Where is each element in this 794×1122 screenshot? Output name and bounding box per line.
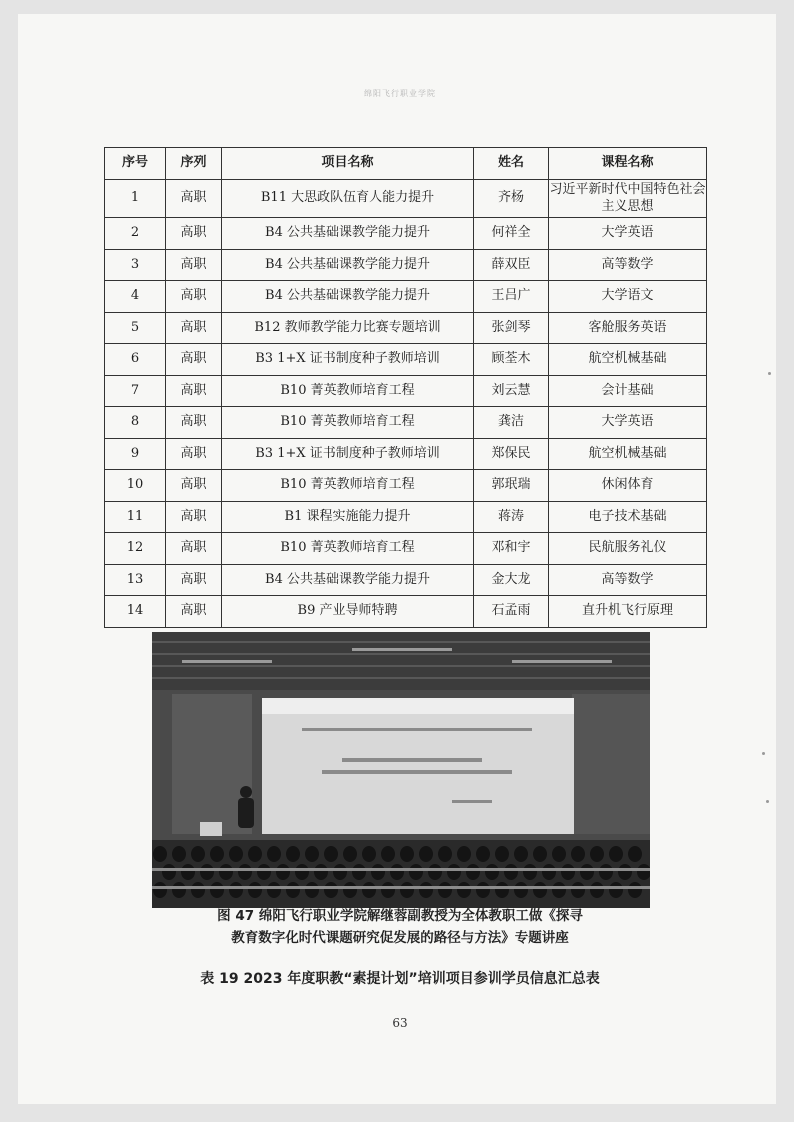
project-name-cell: B10 菁英教师培育工程 xyxy=(222,407,474,439)
header-cell: 项目名称 xyxy=(222,148,474,180)
course-name-cell: 大学英语 xyxy=(549,218,707,250)
category-cell: 高职 xyxy=(166,470,222,502)
audience-head xyxy=(305,846,319,862)
audience-head xyxy=(362,846,376,862)
audience-head xyxy=(495,882,509,898)
category-cell: 高职 xyxy=(166,438,222,470)
project-name-cell: B10 菁英教师培育工程 xyxy=(222,375,474,407)
audience-head xyxy=(476,846,490,862)
table-row xyxy=(105,249,707,281)
category-cell: 高职 xyxy=(166,344,222,376)
table-row xyxy=(105,501,707,533)
audience-head xyxy=(248,882,262,898)
table-row xyxy=(105,281,707,313)
audience-head xyxy=(210,846,224,862)
project-name-cell: B3 1+X 证书制度种子教师培训 xyxy=(222,344,474,376)
project-name-cell: B1 课程实施能力提升 xyxy=(222,501,474,533)
course-name-cell: 会计基础 xyxy=(549,375,707,407)
audience-head xyxy=(314,864,328,880)
project-name-cell: B12 教师教学能力比赛专题培训 xyxy=(222,312,474,344)
audience-head xyxy=(552,882,566,898)
audience-head xyxy=(580,864,594,880)
course-name-cell: 电子技术基础 xyxy=(549,501,707,533)
trainee-name-cell: 金大龙 xyxy=(474,564,549,596)
course-name-cell: 高等数学 xyxy=(549,564,707,596)
audience-head xyxy=(485,864,499,880)
trainee-name-cell: 何祥全 xyxy=(474,218,549,250)
table-row xyxy=(105,375,707,407)
audience-head xyxy=(333,864,347,880)
header-cell: 序列 xyxy=(166,148,222,180)
audience-head xyxy=(609,882,623,898)
audience-head xyxy=(609,846,623,862)
table-row xyxy=(105,344,707,376)
course-name-cell: 客舱服务英语 xyxy=(549,312,707,344)
audience-head xyxy=(571,846,585,862)
audience-head xyxy=(276,864,290,880)
scan-speck xyxy=(762,752,765,755)
audience-head xyxy=(590,846,604,862)
row-index-cell: 3 xyxy=(105,249,166,281)
trainee-name-cell: 薛双臣 xyxy=(474,249,549,281)
course-name-cell: 习近平新时代中国特色社会主义思想 xyxy=(549,180,707,218)
audience-head xyxy=(476,882,490,898)
category-cell: 高职 xyxy=(166,407,222,439)
audience-head xyxy=(352,864,366,880)
audience-head xyxy=(181,864,195,880)
row-index-cell: 2 xyxy=(105,218,166,250)
caption-line: 图 47 绵阳飞行职业学院解继蓉副教授为全体教职工做《探寻 xyxy=(217,908,583,924)
category-cell: 高职 xyxy=(166,281,222,313)
category-cell: 高职 xyxy=(166,564,222,596)
audience-head xyxy=(628,846,642,862)
audience-head xyxy=(200,864,214,880)
project-name-cell: B3 1+X 证书制度种子教师培训 xyxy=(222,438,474,470)
table-row xyxy=(105,218,707,250)
trainee-name-cell: 蒋涛 xyxy=(474,501,549,533)
project-name-cell: B4 公共基础课教学能力提升 xyxy=(222,564,474,596)
trainee-table xyxy=(104,147,707,628)
audience-head xyxy=(438,882,452,898)
audience-head xyxy=(419,846,433,862)
row-index-cell: 11 xyxy=(105,501,166,533)
category-cell: 高职 xyxy=(166,218,222,250)
audience-head xyxy=(362,882,376,898)
figure-caption xyxy=(150,905,650,949)
trainee-name-cell: 刘云慧 xyxy=(474,375,549,407)
audience-head xyxy=(172,846,186,862)
project-name-cell: B9 产业导师特聘 xyxy=(222,596,474,628)
audience-head xyxy=(286,882,300,898)
audience-head xyxy=(191,882,205,898)
project-name-cell: B4 公共基础课教学能力提升 xyxy=(222,281,474,313)
audience-head xyxy=(343,846,357,862)
audience-head xyxy=(219,864,233,880)
audience-head xyxy=(390,864,404,880)
running-header: 绵阳飞行职业学院 xyxy=(364,89,436,98)
audience-head xyxy=(561,864,575,880)
project-name-cell: B10 菁英教师培育工程 xyxy=(222,533,474,565)
trainee-name-cell: 齐杨 xyxy=(474,180,549,218)
table-row xyxy=(105,312,707,344)
project-name-cell: B11 大思政队伍育人能力提升 xyxy=(222,180,474,218)
audience-head xyxy=(238,864,252,880)
table-row xyxy=(105,564,707,596)
audience-head xyxy=(514,882,528,898)
course-name-cell: 高等数学 xyxy=(549,249,707,281)
header-cell: 课程名称 xyxy=(549,148,707,180)
course-name-cell: 大学语文 xyxy=(549,281,707,313)
audience-head xyxy=(210,882,224,898)
category-cell: 高职 xyxy=(166,312,222,344)
audience-head xyxy=(400,846,414,862)
audience-head xyxy=(371,864,385,880)
project-name-cell: B4 公共基础课教学能力提升 xyxy=(222,218,474,250)
row-index-cell: 4 xyxy=(105,281,166,313)
row-index-cell: 14 xyxy=(105,596,166,628)
trainee-name-cell: 龚洁 xyxy=(474,407,549,439)
category-cell: 高职 xyxy=(166,501,222,533)
trainee-name-cell: 石孟雨 xyxy=(474,596,549,628)
audience-head xyxy=(295,864,309,880)
audience-head xyxy=(172,882,186,898)
table-row xyxy=(105,470,707,502)
audience-head xyxy=(229,882,243,898)
audience-head xyxy=(523,864,537,880)
course-name-cell: 休闲体育 xyxy=(549,470,707,502)
table-row xyxy=(105,533,707,565)
course-name-cell: 大学英语 xyxy=(549,407,707,439)
audience-head xyxy=(381,882,395,898)
category-cell: 高职 xyxy=(166,180,222,218)
audience-head xyxy=(542,864,556,880)
course-name-cell: 民航服务礼仪 xyxy=(549,533,707,565)
category-cell: 高职 xyxy=(166,375,222,407)
audience-head xyxy=(324,846,338,862)
category-cell: 高职 xyxy=(166,249,222,281)
audience-head xyxy=(257,864,271,880)
row-index-cell: 9 xyxy=(105,438,166,470)
table-title: 表 19 2023 年度职教“素提计划”培训项目参训学员信息汇总表 xyxy=(200,971,600,987)
page-number: 63 xyxy=(392,1016,408,1030)
scan-speck xyxy=(766,800,769,803)
audience-head xyxy=(457,846,471,862)
audience-head xyxy=(533,882,547,898)
audience-head xyxy=(571,882,585,898)
header-cell: 姓名 xyxy=(474,148,549,180)
audience-head xyxy=(343,882,357,898)
audience-head xyxy=(552,846,566,862)
lecture-photo xyxy=(152,632,650,908)
course-name-cell: 航空机械基础 xyxy=(549,438,707,470)
table-row xyxy=(105,438,707,470)
row-index-cell: 12 xyxy=(105,533,166,565)
audience-head xyxy=(400,882,414,898)
category-cell: 高职 xyxy=(166,533,222,565)
audience-head xyxy=(495,846,509,862)
row-index-cell: 7 xyxy=(105,375,166,407)
audience-head xyxy=(447,864,461,880)
trainee-name-cell: 郑保民 xyxy=(474,438,549,470)
audience-head xyxy=(409,864,423,880)
row-index-cell: 13 xyxy=(105,564,166,596)
row-index-cell: 6 xyxy=(105,344,166,376)
audience-head xyxy=(599,864,613,880)
audience-head xyxy=(428,864,442,880)
row-index-cell: 1 xyxy=(105,180,166,218)
row-index-cell: 8 xyxy=(105,407,166,439)
audience-head xyxy=(419,882,433,898)
row-index-cell: 5 xyxy=(105,312,166,344)
audience-head xyxy=(466,864,480,880)
audience-head xyxy=(504,864,518,880)
audience-head xyxy=(248,846,262,862)
audience-head xyxy=(267,846,281,862)
audience-head xyxy=(590,882,604,898)
trainee-name-cell: 顾荃木 xyxy=(474,344,549,376)
trainee-name-cell: 邓和宇 xyxy=(474,533,549,565)
trainee-name-cell: 张剑琴 xyxy=(474,312,549,344)
audience-head xyxy=(514,846,528,862)
table-header-row xyxy=(105,148,707,180)
audience-head xyxy=(438,846,452,862)
row-index-cell: 10 xyxy=(105,470,166,502)
header-cell: 序号 xyxy=(105,148,166,180)
category-cell: 高职 xyxy=(166,596,222,628)
audience-head xyxy=(533,846,547,862)
audience-head xyxy=(286,846,300,862)
audience-head xyxy=(153,882,167,898)
table-row xyxy=(105,180,707,218)
table-row xyxy=(105,596,707,628)
course-name-cell: 直升机飞行原理 xyxy=(549,596,707,628)
project-name-cell: B10 菁英教师培育工程 xyxy=(222,470,474,502)
audience-head xyxy=(153,846,167,862)
audience-head xyxy=(628,882,642,898)
trainee-name-cell: 郭珉瑞 xyxy=(474,470,549,502)
audience-head xyxy=(381,846,395,862)
trainee-name-cell: 王吕广 xyxy=(474,281,549,313)
scan-speck xyxy=(768,372,771,375)
project-name-cell: B4 公共基础课教学能力提升 xyxy=(222,249,474,281)
audience-head xyxy=(305,882,319,898)
table-row xyxy=(105,407,707,439)
audience-head xyxy=(324,882,338,898)
audience-head xyxy=(162,864,176,880)
course-name-cell: 航空机械基础 xyxy=(549,344,707,376)
caption-line: 教育数字化时代课题研究促发展的路径与方法》专题讲座 xyxy=(231,930,569,946)
audience-head xyxy=(229,846,243,862)
audience-head xyxy=(618,864,632,880)
audience-head xyxy=(457,882,471,898)
audience-head xyxy=(191,846,205,862)
audience-head xyxy=(267,882,281,898)
